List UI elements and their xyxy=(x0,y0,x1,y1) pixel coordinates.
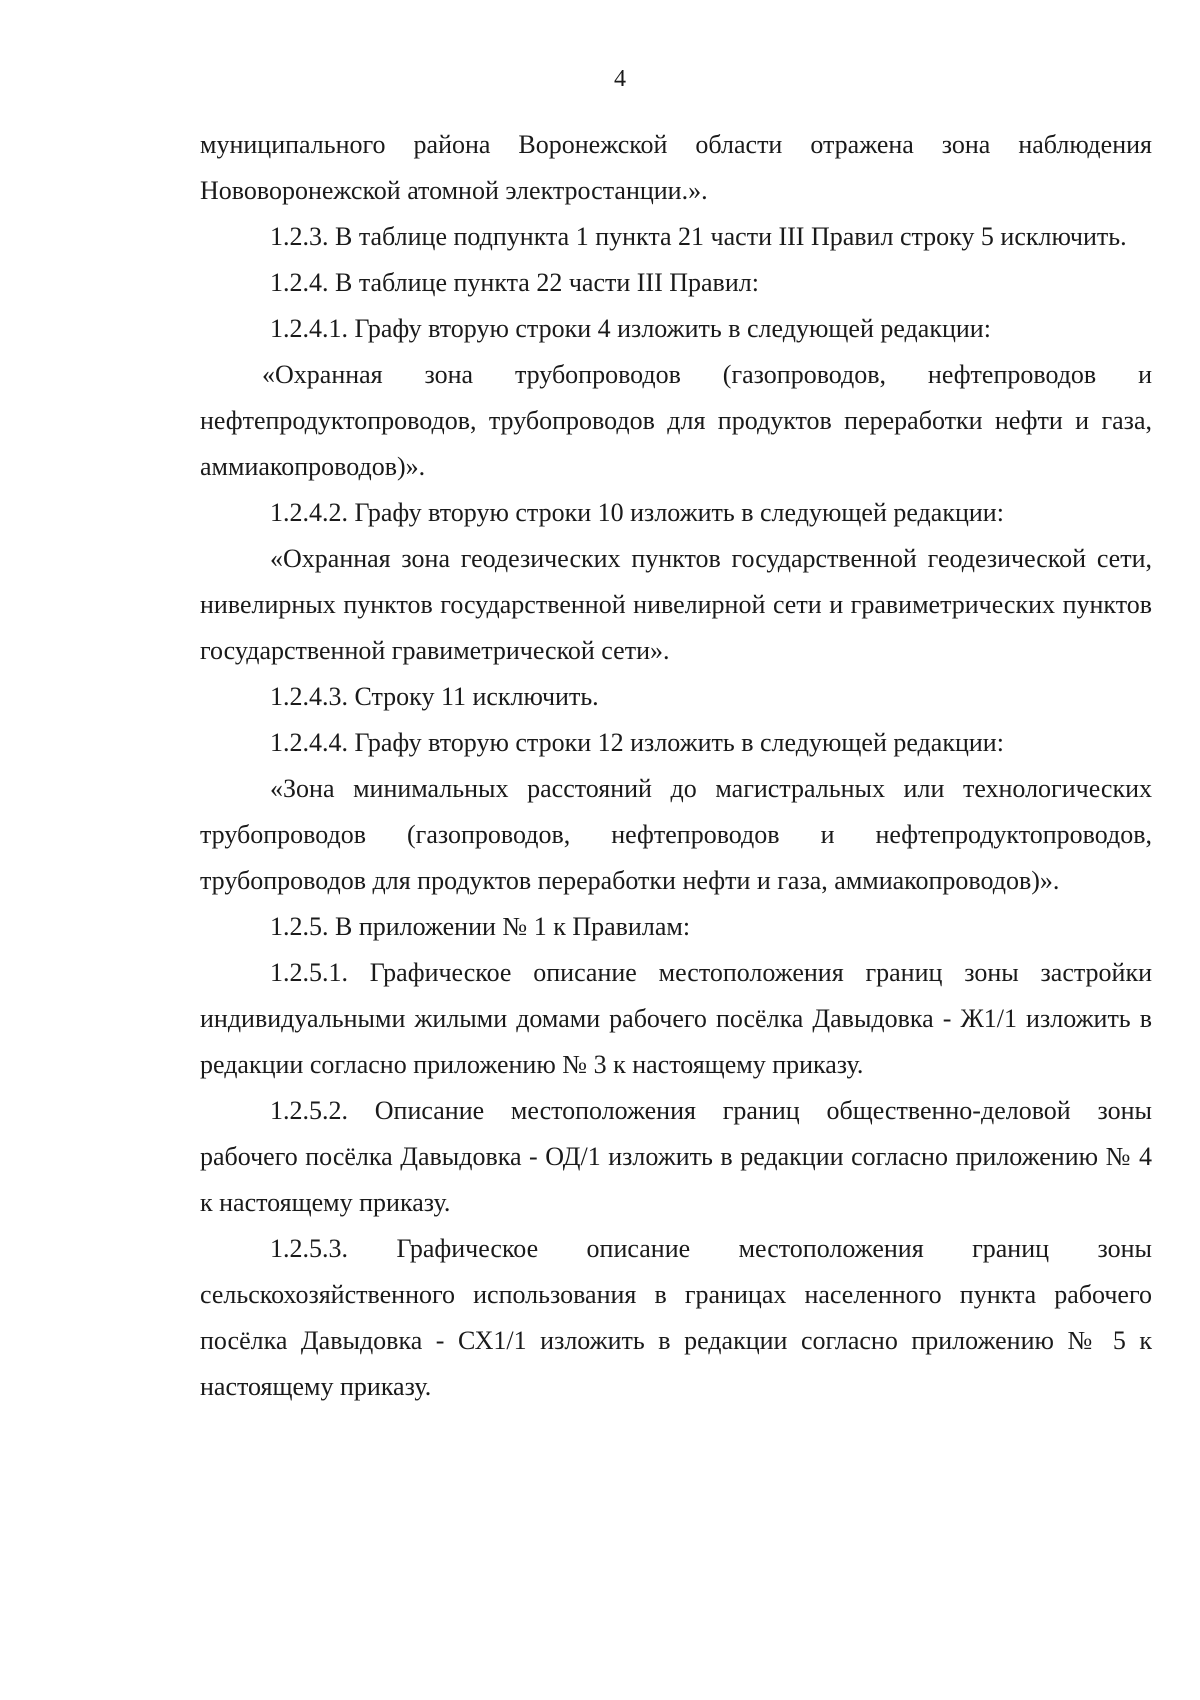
paragraph-1-2-4: 1.2.4. В таблице пункта 22 части III Правил: xyxy=(270,268,759,297)
paragraph-1-2-4-2: 1.2.4.2. Графу вторую строки 10 изложить в следующей редакции: xyxy=(270,498,1004,527)
paragraph-1-2-4-3: 1.2.4.3. Строку 11 исключить. xyxy=(270,682,599,711)
quote-pipeline-protection-zone: «Охранная зона трубопроводов (газопроводов, нефтепроводов и нефтепродуктопроводов, трубопроводов для продуктов переработки нефти и газа, аммиакопроводов)». xyxy=(200,360,1152,481)
paragraph-1-2-5-3: 1.2.5.3. Графическое описание местоположения границ зоны сельскохозяйственного использования в границах населенного пункта рабочего посёлка Давыдовка - СХ1/1 изложить в редакции согласно приложению № 5 к настоящему приказу. xyxy=(200,1234,1152,1401)
paragraph-1-2-4-1: 1.2.4.1. Графу вторую строки 4 изложить в следующей редакции: xyxy=(270,314,991,343)
paragraph-1-2-5: 1.2.5. В приложении № 1 к Правилам: xyxy=(270,912,691,941)
document-body xyxy=(200,122,1152,1410)
paragraph-1-2-5-1: 1.2.5.1. Графическое описание местоположения границ зоны застройки индивидуальными жилыми домами рабочего посёлка Давыдовка - Ж1/1 изложить в редакции согласно приложению № 3 к настоящему приказу. xyxy=(200,958,1152,1079)
quote-geodetic-points-zone: «Охранная зона геодезических пунктов государственной геодезической сети, нивелирных пунктов государственной нивелирной сети и гравиметрических пунктов государственной гравиметрической сети». xyxy=(200,544,1152,665)
quote-minimum-distance-zone: «Зона минимальных расстояний до магистральных или технологических трубопроводов (газопроводов, нефтепроводов и нефтепродуктопроводов, трубопроводов для продуктов переработки нефти и газа, аммиакопроводов)». xyxy=(200,774,1152,895)
page-number: 4 xyxy=(614,66,626,92)
paragraph-continuation: муниципального района Воронежской области отражена зона наблюдения Нововоронежской атомной электростанции.». xyxy=(200,130,1152,205)
paragraph-1-2-4-4: 1.2.4.4. Графу вторую строки 12 изложить в следующей редакции: xyxy=(270,728,1004,757)
paragraph-1-2-3: 1.2.3. В таблице подпункта 1 пункта 21 части III Правил строку 5 исключить. xyxy=(270,222,1127,251)
paragraph-1-2-5-2: 1.2.5.2. Описание местоположения границ общественно-деловой зоны рабочего посёлка Давыдовка - ОД/1 изложить в редакции согласно приложению № 4 к настоящему приказу. xyxy=(200,1096,1152,1217)
